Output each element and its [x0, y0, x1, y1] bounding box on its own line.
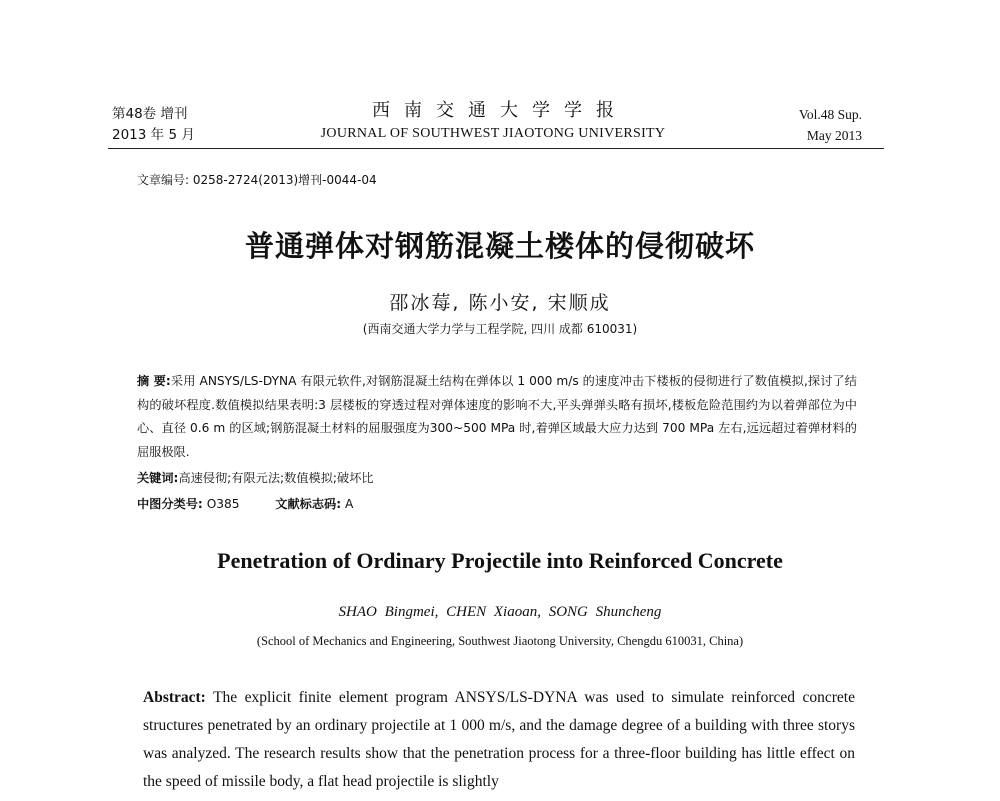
abstract-en-text: The explicit finite element program ANSYS/LS-DYNA was used to simulate reinforced concrete structures penetrated by an ordinary projectile at 1 000 m/s, and the damage degree of a building with three storys was analyzed. The research results show that the penetration process for a three-floor building has little effect on the speed of missile body, a flat head projectile is slightly	[143, 689, 855, 790]
abstract-en	[143, 684, 855, 796]
doc-code-value: A	[344, 497, 354, 511]
header-volume-info-en	[799, 104, 862, 146]
volume-issue: 第48卷 增刊	[112, 106, 188, 122]
journal-name-en: JOURNAL OF SOUTHWEST JIAOTONG UNIVERSITY	[320, 126, 666, 141]
volume-sup: Vol.48 Sup.	[798, 107, 862, 122]
publication-date-cn: 2013 年 5 月	[112, 127, 195, 143]
journal-header	[298, 98, 688, 144]
affiliation-en: (School of Mechanics and Engineering, Southwest Jiaotong University, Chengdu 610031, China)	[256, 634, 744, 648]
authors-cn: 邵冰莓, 陈小安, 宋顺成	[389, 292, 611, 314]
doc-code-label: 文献标志码:	[275, 497, 342, 511]
header-divider	[108, 148, 884, 149]
title-en: Penetration of Ordinary Projectile into Reinforced Concrete	[217, 548, 783, 573]
clc-value: O385	[206, 497, 240, 511]
article-number: 文章编号: 0258-2724(2013)增刊-0044-04	[137, 173, 377, 187]
abstract-cn-text: 采用 ANSYS/LS-DYNA 有限元软件,对钢筋混凝土结构在弹体以 1 000 m/s 的速度冲击下楼板的侵彻进行了数值模拟,探讨了结构的破坏程度.数值模拟结果表明:3 层楼板的穿透过程对弹体速度的影响不大,平头弹弹头略有损坏,楼板危险范围约为以着弹部位为中心、直径 0.6 m 的区域;钢筋混凝土材料的屈服强度为300~500 MPa 时,着弹区域最大应力达到 700 MPa 左右,远远超过着弹材料的屈服极限.	[137, 374, 857, 459]
keywords-cn-text: 高速侵彻;有限元法;数值模拟;破坏比	[178, 471, 374, 485]
authors-en: SHAO Bingmei, CHEN Xiaoan, SONG Shuncheng	[338, 604, 662, 620]
clc-label: 中图分类号:	[137, 497, 203, 511]
classification-line	[137, 495, 353, 512]
affiliation-cn: (西南交通大学力学与工程学院, 四川 成都 610031)	[362, 322, 638, 336]
publication-date-en: May 2013	[806, 128, 862, 143]
keywords-cn	[137, 469, 374, 486]
abstract-cn	[137, 370, 857, 464]
journal-name-cn: 西南交通大学学报	[372, 100, 628, 121]
keywords-cn-label: 关键词:	[137, 471, 179, 485]
title-cn: 普通弹体对钢筋混凝土楼体的侵彻破坏	[244, 229, 755, 263]
abstract-en-label: Abstract:	[143, 689, 206, 706]
abstract-cn-label: 摘 要:	[137, 374, 171, 388]
header-volume-info	[112, 104, 195, 146]
